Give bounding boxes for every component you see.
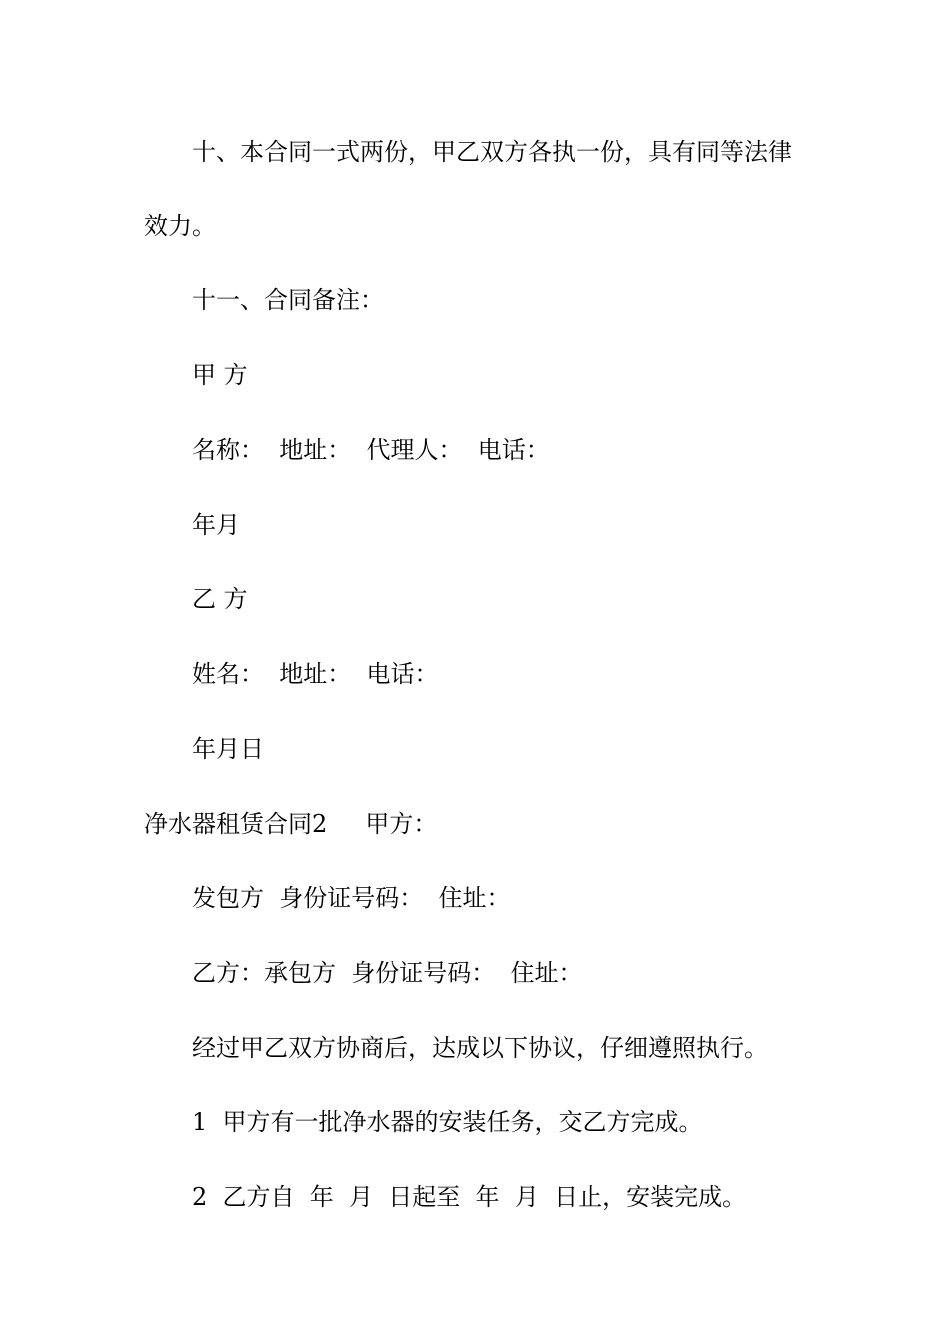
party-b-date: 年月日 [192,735,264,763]
clause-11-heading: 十一、合同备注： [192,286,384,314]
party-a-date: 年月 [192,511,240,539]
subcontractor-fields: 乙方：承包方 身份证号码： 住址： [192,959,583,987]
clause-10-line-1: 十、本合同一式两份，甲乙双方各执一份，具有同等法律 [192,138,792,166]
clause-1: 1 甲方有一批净水器的安装任务，交乙方完成。 [192,1108,703,1136]
party-a-heading: 甲 方 [192,361,248,389]
party-b-fields: 姓名： 地址： 电话： [192,660,439,688]
agreement-intro: 经过甲乙双方协商后，达成以下协议，仔细遵照执行。 [192,1034,768,1062]
clause-2: 2 乙方自 年 月 日起至 年 月 日止，安装完成。 [192,1183,747,1211]
contract-2-title: 净水器租赁合同2 甲方： [144,810,438,838]
contractor-fields: 发包方 身份证号码： 住址： [192,884,511,912]
party-a-fields: 名称： 地址： 代理人： 电话： [192,436,550,464]
party-b-heading: 乙 方 [192,585,248,613]
clause-10-line-2: 效力。 [144,212,216,240]
